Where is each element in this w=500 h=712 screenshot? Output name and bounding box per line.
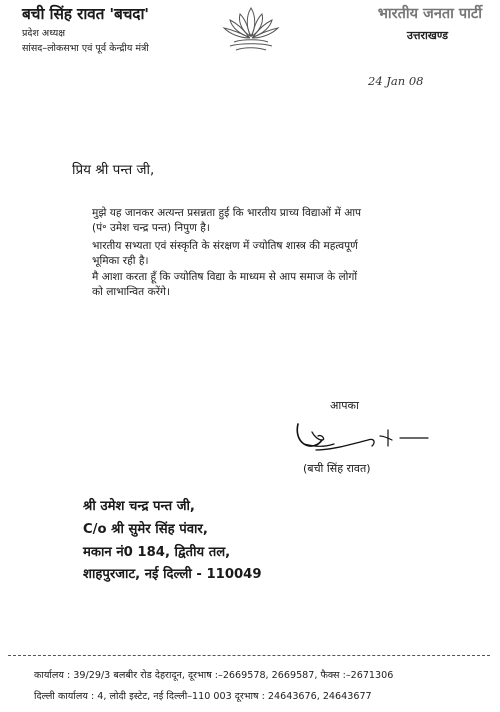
body-line: (पं॰ उमेश चन्द्र पन्त) निपुण है। <box>92 222 210 234</box>
address-line: C/o श्री सुमेर सिंह पंवार, <box>83 522 208 537</box>
address-line: शाहपुरजाट, नई दिल्ली - 110049 <box>83 567 262 582</box>
sender-role-mp: सांसद–लोकसभा एवं पूर्व केन्द्रीय मंत्री <box>22 43 149 54</box>
signer-name: (बची सिंह रावत) <box>303 462 371 475</box>
party-state: उत्तराखण्ड <box>406 29 448 42</box>
signature-icon <box>292 410 432 462</box>
body-line: मुझे यह जानकर अत्यन्त प्रसन्नता हुई कि भारतीय प्राच्य विद्याओं में आप <box>92 207 362 219</box>
body-line: भूमिका रही है। <box>92 255 149 267</box>
address-line: मकान नं0 184, द्वितीय तल, <box>83 545 231 560</box>
closing: आपका <box>330 399 359 412</box>
body-line: मै आशा करता हूँ कि ज्योतिष विद्या के माध्यम से आप समाज के लोगों <box>92 271 358 283</box>
party-name: भारतीय जनता पार्टी <box>377 6 482 22</box>
handwritten-date: 24 Jan 08 <box>368 74 424 88</box>
footer-office-address: कार्यालय : 39/29/3 बलबीर रोड देहरादून, दूरभाष :–2669578, 2669587, फैक्स :–2671306 <box>34 670 394 681</box>
sender-role-president: प्रदेश अध्यक्ष <box>22 28 66 39</box>
sender-name: बची सिंह रावत 'बचदा' <box>22 5 149 23</box>
footer-divider <box>8 655 490 656</box>
footer-delhi-office-address: दिल्ली कार्यालय : 4, लोदी इस्टेट, नई दिल्ली–110 003 दूरभाष : 24643676, 24643677 <box>34 691 372 702</box>
address-line: श्री उमेश चन्द्र पन्त जी, <box>83 499 195 514</box>
salutation: प्रिय श्री पन्त जी, <box>72 162 155 178</box>
body-line: भारतीय सभ्यता एवं संस्कृति के संरक्षण में ज्योतिष शास्त्र की महत्वपूर्ण <box>92 240 358 252</box>
body-line: को लाभान्वित करेंगे। <box>92 286 171 298</box>
lotus-logo-icon <box>220 2 282 52</box>
